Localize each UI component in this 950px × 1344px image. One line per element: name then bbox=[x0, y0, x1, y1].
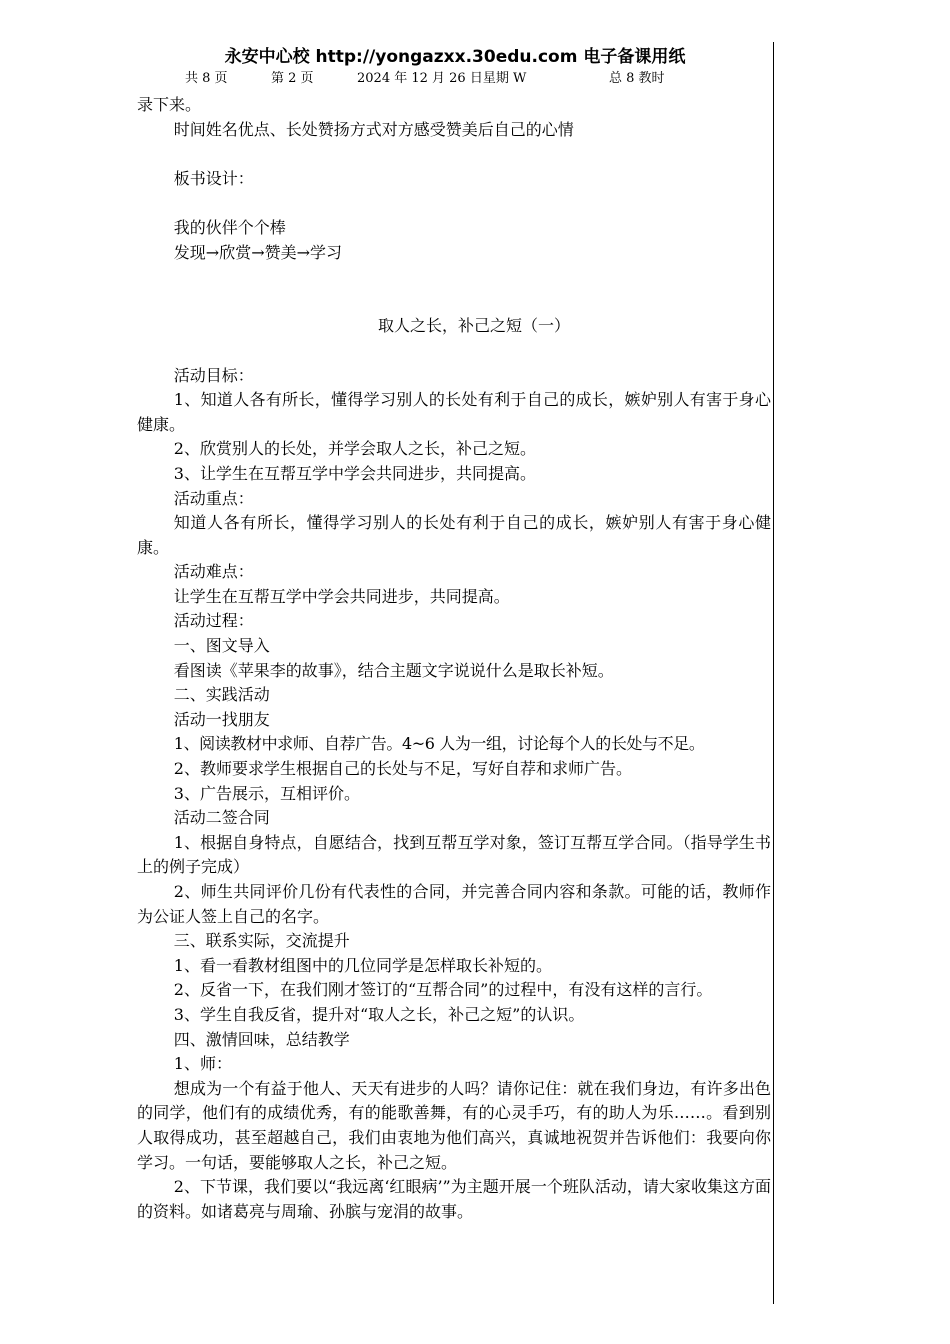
paragraph: 1、看一看教材组图中的几位同学是怎样取长补短的。 bbox=[173, 955, 552, 975]
section-heading: 活动一找朋友 bbox=[173, 709, 270, 729]
paragraph: 想成为一个有益于他人、天天有进步的人吗？请你记住：就在我们身边，有许多出色的同学，他们有的成绩优秀，有的能歌善舞，有的心灵手巧，有的助人为乐……。看到别人取得成功，甚至超越自己，我们由衷地为他们高兴，真诚地祝贺并告诉他们：我要向你学习。一句话，要能够取人之长，补己之短。 bbox=[137, 1078, 771, 1172]
paragraph: 3、广告展示，互相评价。 bbox=[173, 783, 360, 803]
paragraph: 看图读《苹果李的故事》，结合主题文字说说什么是取长补短。 bbox=[173, 660, 614, 680]
paragraph: 2、师生共同评价几份有代表性的合同，并完善合同内容和条款。可能的话，教师作为公证人签上自己的名字。 bbox=[137, 882, 771, 926]
margin-rule bbox=[773, 42, 774, 1304]
paragraph: 2、教师要求学生根据自己的长处与不足，写好自荐和求师广告。 bbox=[173, 759, 632, 779]
board-flow: 发现→欣赏→赞美→学习 bbox=[173, 242, 343, 262]
paragraph: 1、知道人各有所长，懂得学习别人的长处有利于自己的成长，嫉妒别人有害于身心健康。 bbox=[137, 390, 771, 434]
section-heading: 活动重点： bbox=[173, 488, 254, 508]
section-heading: 活动二签合同 bbox=[173, 808, 270, 828]
board-design-heading: 板书设计： bbox=[173, 168, 254, 188]
paragraph: 2、反省一下，在我们刚才签订的“互帮合同”的过程中，有没有这样的言行。 bbox=[173, 980, 713, 1000]
paragraph: 1、阅读教材中求师、自荐广告。4~6 人为一组，讨论每个人的长处与不足。 bbox=[173, 734, 705, 754]
header-date: 2024 年 12 月 26 日星期 W bbox=[357, 71, 527, 86]
section-heading: 三、联系实际，交流提升 bbox=[173, 931, 350, 951]
section-heading: 活动目标： bbox=[173, 365, 254, 385]
section-heading: 二、实践活动 bbox=[173, 685, 270, 705]
paragraph: 3、让学生在互帮互学中学会共同进步，共同提高。 bbox=[173, 463, 536, 483]
text-line: 录下来。 bbox=[137, 95, 202, 114]
paragraph: 2、下节课，我们要以“我远离‘红眼病’”为主题开展一个班队活动，请大家收集这方面的资料。如诸葛亮与周瑜、孙膑与宠涓的故事。 bbox=[137, 1177, 771, 1221]
lesson-title: 取人之长，补己之短（一） bbox=[377, 316, 570, 336]
section-heading: 一、图文导入 bbox=[173, 636, 270, 656]
paragraph: 3、学生自我反省，提升对“取人之长，补己之短”的认识。 bbox=[173, 1004, 585, 1024]
paragraph: 2、欣赏别人的长处，并学会取人之长，补己之短。 bbox=[173, 439, 536, 459]
text-line: 时间姓名优点、长处赞扬方式对方感受赞美后自己的心情 bbox=[173, 119, 574, 139]
header-title: 永安中心校 http://yongazxx.30edu.com 电子备课用纸 bbox=[224, 47, 686, 67]
document-body bbox=[137, 93, 771, 1224]
paragraph: 1、根据自身特点，自愿结合，找到互帮互学对象，签订互帮互学合同。（指导学生书上的例子完成） bbox=[137, 832, 771, 877]
paragraph: 让学生在互帮互学中学会共同进步，共同提高。 bbox=[173, 586, 510, 606]
paragraph: 知道人各有所长，懂得学习别人的长处有利于自己的成长，嫉妒别人有害于身心健康。 bbox=[137, 513, 771, 557]
section-heading: 活动过程： bbox=[173, 611, 254, 631]
total-pages: 共 8 页 bbox=[185, 71, 228, 86]
section-heading: 四、激情回味，总结教学 bbox=[173, 1029, 350, 1049]
total-hours: 总 8 教时 bbox=[609, 71, 665, 86]
paragraph: 1、师： bbox=[173, 1054, 232, 1074]
board-title: 我的伙伴个个棒 bbox=[173, 217, 286, 237]
current-page: 第 2 页 bbox=[271, 71, 314, 86]
section-heading: 活动难点： bbox=[173, 562, 254, 582]
